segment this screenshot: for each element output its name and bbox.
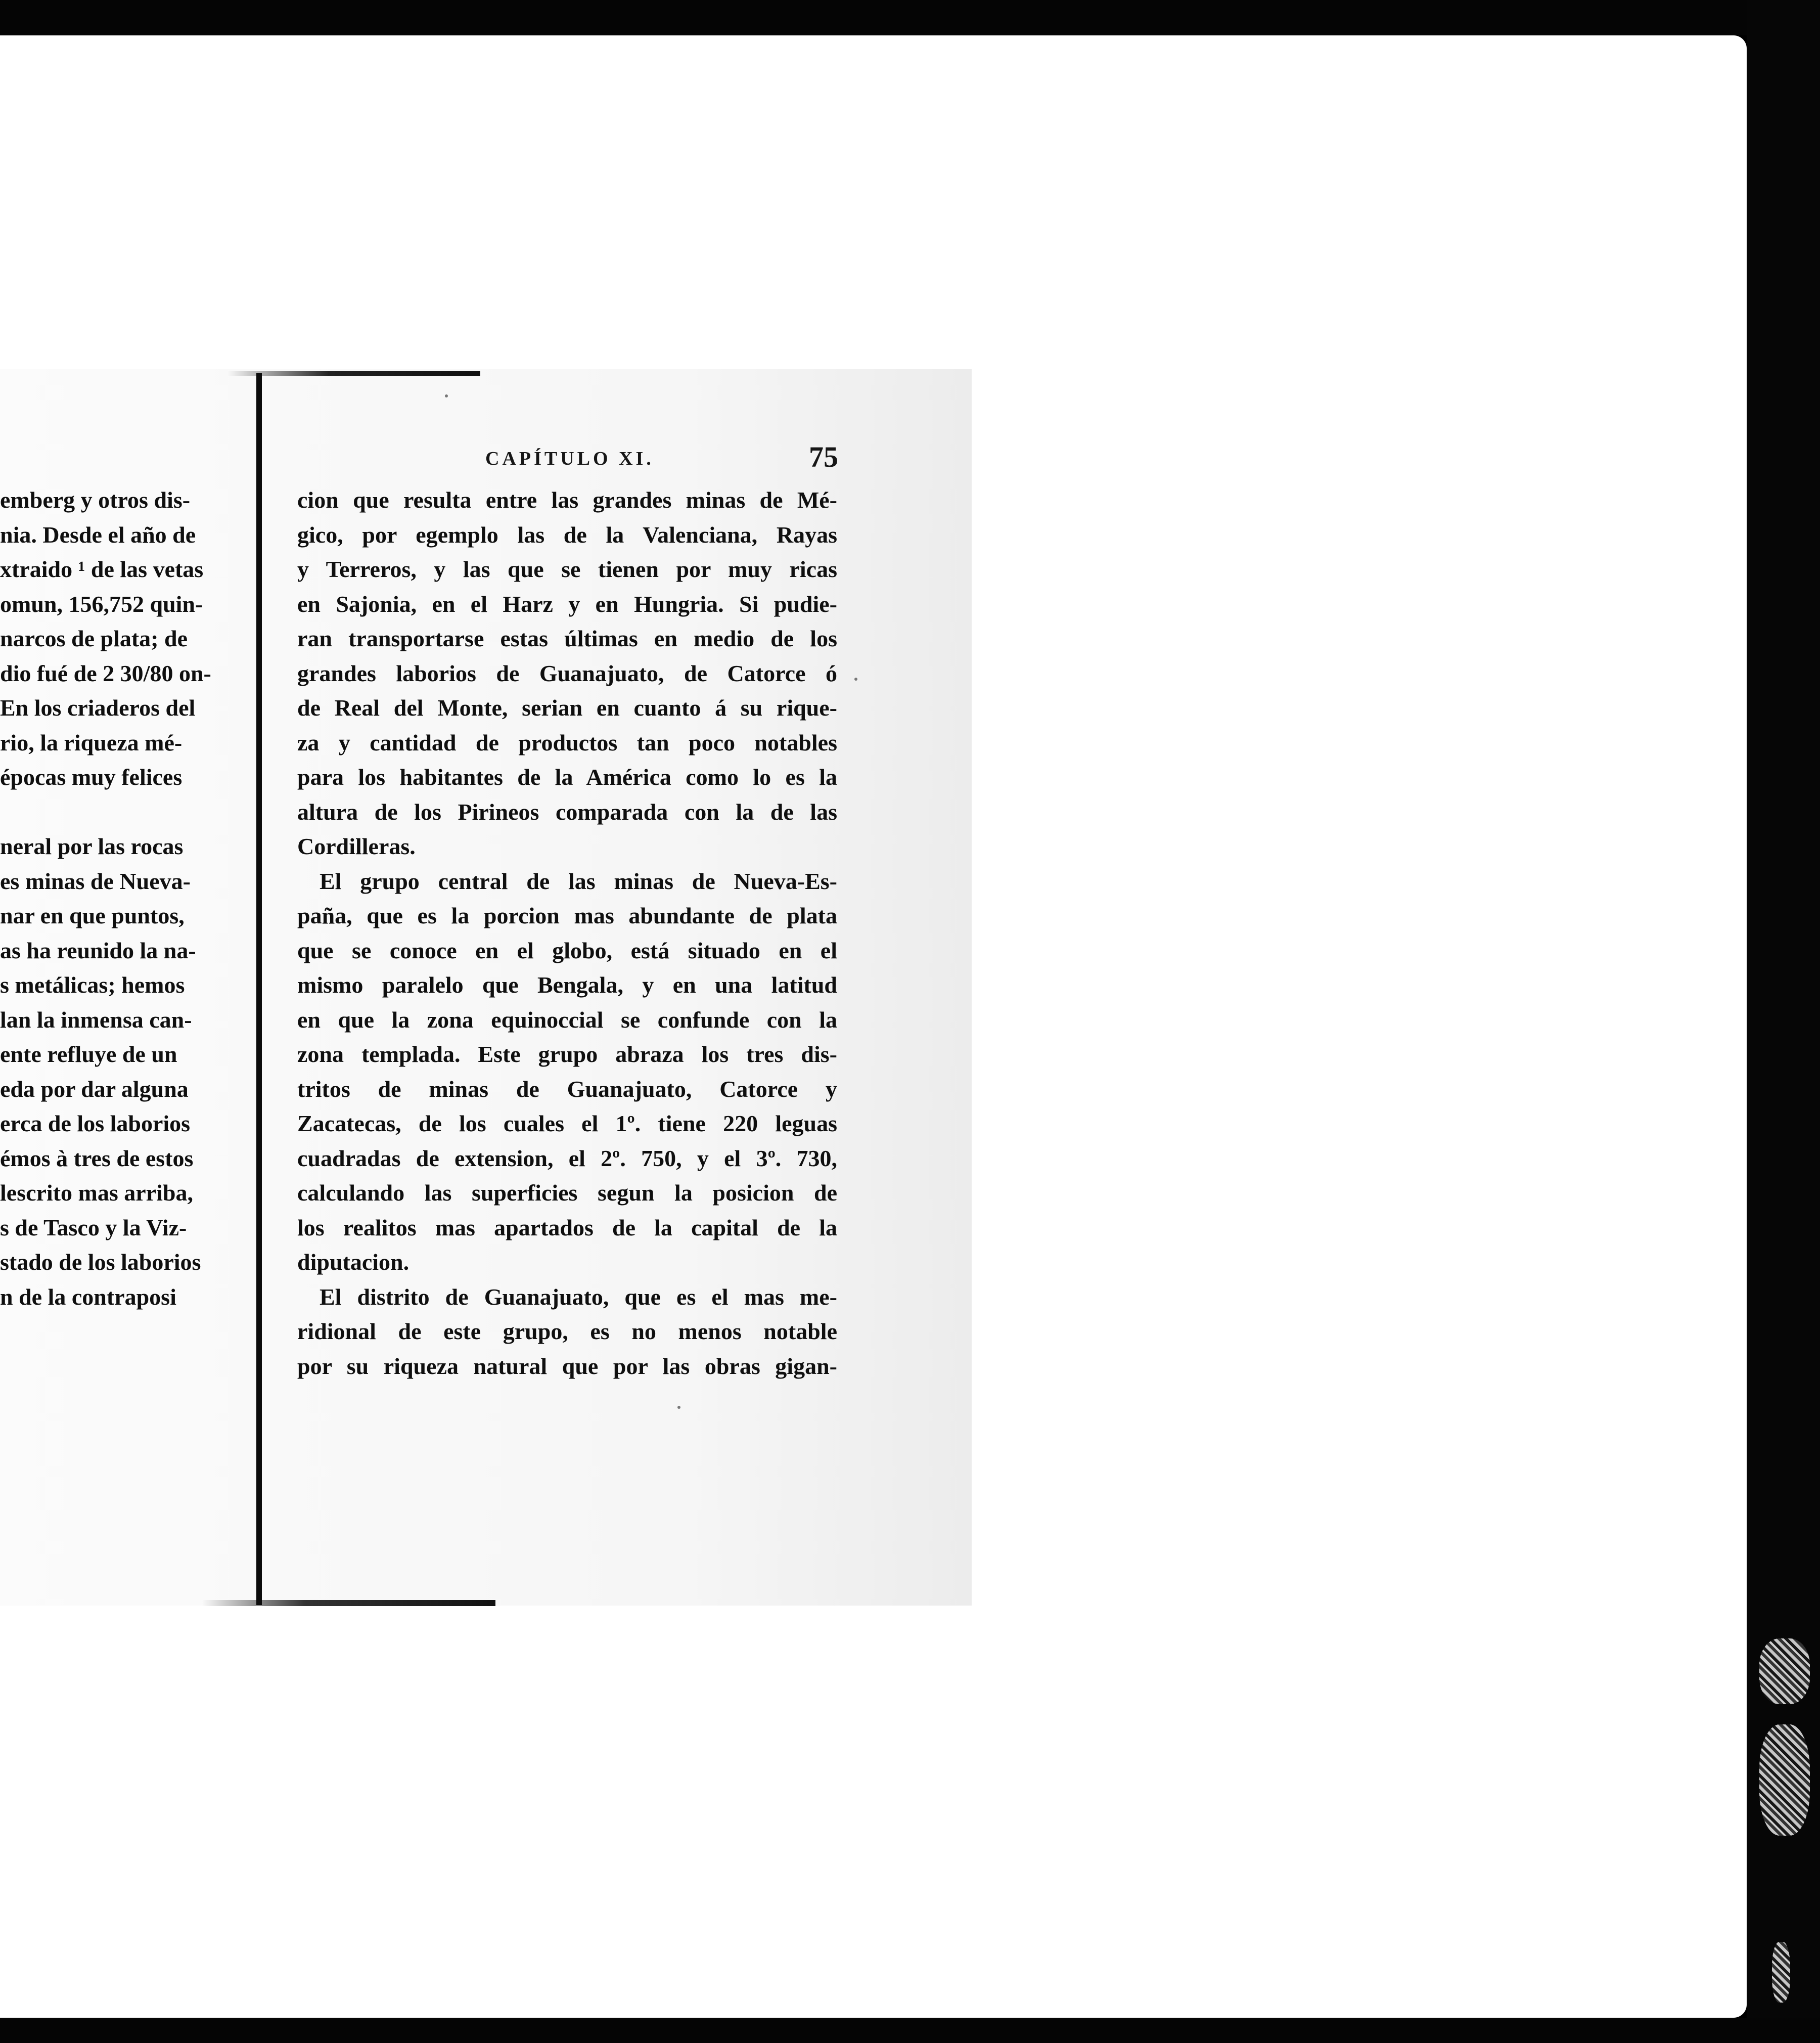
text-line: neral por las rocas bbox=[0, 833, 184, 859]
text-line: Zacatecas, de los cuales el 1º. tiene 220 leguas bbox=[297, 1111, 837, 1136]
text-line: en Sajonia, en el Harz y en Hungria. Si pudie- bbox=[297, 591, 837, 617]
text-line: n de la contraposi bbox=[0, 1283, 176, 1310]
text-line: rio, la riqueza mé- bbox=[0, 729, 183, 756]
text-line bbox=[0, 795, 222, 830]
text-line: erca de los laborios bbox=[0, 1111, 191, 1136]
text-line: stado de los laborios bbox=[0, 1249, 201, 1275]
text-line: grandes laborios de Guanajuato, de Catorce ó bbox=[297, 660, 837, 686]
text-line: émos à tres de estos bbox=[0, 1145, 194, 1171]
page-number: 75 bbox=[809, 440, 838, 473]
text-line: El grupo central de las minas de Nueva-Es- bbox=[320, 868, 837, 894]
text-line: nar en que puntos, bbox=[0, 903, 185, 928]
book-gutter bbox=[256, 373, 262, 1605]
text-line: xtraido ¹ de las vetas bbox=[0, 556, 204, 582]
text-line: y Terreros, y las que se tienen por muy ricas bbox=[297, 556, 837, 582]
text-line: para los habitantes de la América como lo es la bbox=[297, 764, 837, 790]
text-line: Cordilleras. bbox=[297, 833, 416, 859]
text-line: por su riqueza natural que por las obras gigan- bbox=[297, 1353, 837, 1379]
text-line: lescrito mas arriba, bbox=[0, 1180, 193, 1206]
text-line: eda por dar alguna bbox=[0, 1076, 189, 1102]
text-line: ridional de este grupo, es no menos notable bbox=[297, 1318, 837, 1344]
text-line: ran transportarse estas últimas en medio de los bbox=[297, 626, 837, 651]
text-line: El distrito de Guanajuato, que es el mas me- bbox=[320, 1283, 837, 1310]
left-page-text bbox=[0, 483, 222, 1314]
text-line: s de Tasco y la Viz- bbox=[0, 1214, 187, 1240]
right-page-text bbox=[297, 483, 837, 1384]
running-head: CAPÍTULO XI. bbox=[485, 448, 654, 469]
text-line: En los criaderos del bbox=[0, 695, 196, 721]
print-speck bbox=[445, 394, 448, 397]
text-line: tritos de minas de Guanajuato, Catorce y bbox=[297, 1076, 837, 1102]
text-line: emberg y otros dis- bbox=[0, 487, 191, 513]
spread-top-edge bbox=[228, 371, 480, 376]
text-line: s metálicas; hemos bbox=[0, 972, 185, 998]
text-line: gico, por egemplo las de la Valenciana, Rayas bbox=[297, 521, 837, 548]
text-line: paña, que es la porcion mas abundante de plata bbox=[297, 903, 837, 928]
text-line: que se conoce en el globo, está situado en el bbox=[297, 937, 837, 963]
text-line: cion que resulta entre las grandes minas de Mé- bbox=[297, 487, 837, 513]
text-line: diputacion. bbox=[297, 1249, 410, 1275]
text-line: de Real del Monte, serian en cuanto á su rique- bbox=[297, 695, 837, 721]
scan-noise bbox=[1772, 1942, 1790, 2003]
text-line: mismo paralelo que Bengala, y en una latitud bbox=[297, 972, 837, 998]
text-line: cuadradas de extension, el 2º. 750, y el 3º. 730, bbox=[297, 1145, 837, 1171]
text-line: zona templada. Este grupo abraza los tres dis- bbox=[297, 1041, 837, 1067]
text-line: altura de los Pirineos comparada con la de las bbox=[297, 798, 837, 825]
text-line: as ha reunido la na- bbox=[0, 937, 196, 963]
text-line: ente refluye de un bbox=[0, 1041, 177, 1067]
text-line: omun, 156,752 quin- bbox=[0, 591, 203, 617]
text-line: calculando las superficies segun la posicion de bbox=[297, 1180, 837, 1206]
text-line: za y cantidad de productos tan poco notables bbox=[297, 729, 837, 756]
print-speck bbox=[677, 1406, 680, 1409]
text-line: lan la inmensa can- bbox=[0, 1006, 192, 1033]
text-line: nia. Desde el año de bbox=[0, 521, 196, 548]
text-line: en que la zona equinoccial se confunde con la bbox=[297, 1006, 837, 1033]
spread-bottom-edge bbox=[202, 1600, 495, 1606]
text-line: épocas muy felices bbox=[0, 764, 183, 790]
scan-noise bbox=[1759, 1724, 1810, 1836]
scan-border-top bbox=[0, 0, 1820, 35]
scan-border-bottom bbox=[0, 2018, 1820, 2043]
text-line: narcos de plata; de bbox=[0, 626, 188, 651]
text-line: es minas de Nueva- bbox=[0, 868, 191, 894]
scan-noise bbox=[1759, 1638, 1810, 1704]
text-line: los realitos mas apartados de la capital de la bbox=[297, 1214, 837, 1240]
print-speck bbox=[854, 678, 857, 681]
text-line: dio fué de 2 30/80 on- bbox=[0, 660, 211, 686]
